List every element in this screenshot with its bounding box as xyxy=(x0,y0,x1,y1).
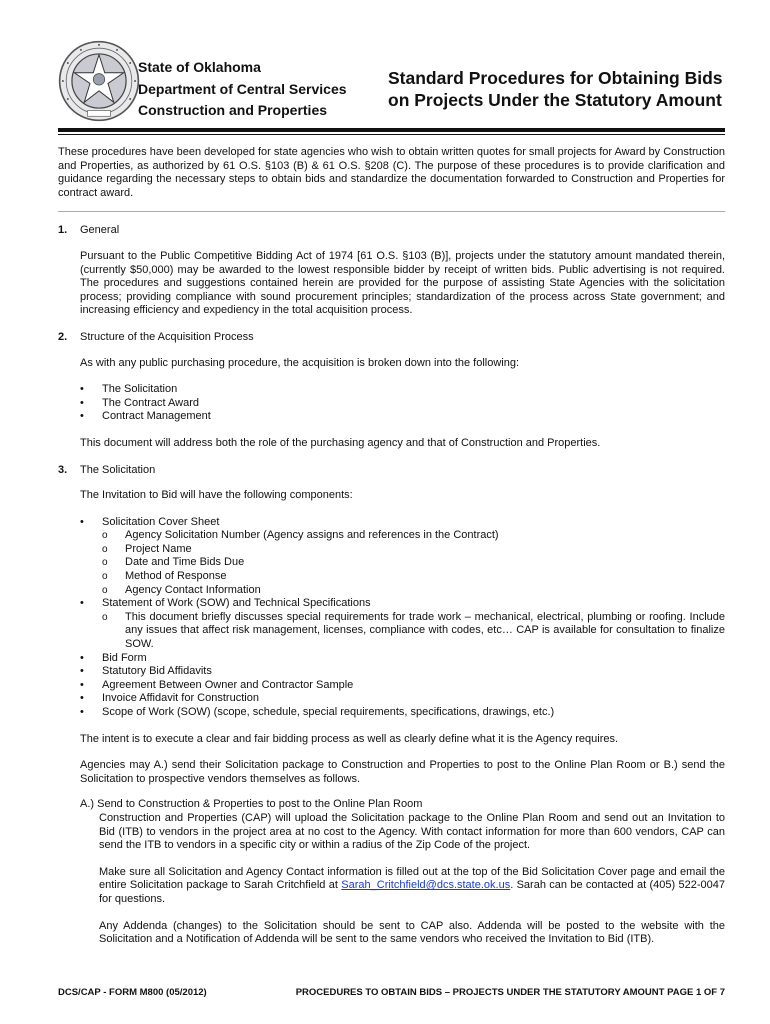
section-2-paragraph-1: As with any public purchasing procedure, the acquisition is broken down into the following: xyxy=(80,356,520,369)
list-item: • Scope of Work (SOW) (scope, schedule, special requirements, specifications, drawings, etc.) xyxy=(80,706,725,720)
intro-paragraph: These procedures have been developed for state agencies who wish to obtain written quotes for small projects for Award by Construction and Properties, as authorized by 61 O.S. §103 (B) & 61 O.S. §208 (C). The purpose of these procedures is to provide clarification and guidance regarding the necessary steps to obtain bids and standardize the documentation forwarded to Construction and Properties for contract award. xyxy=(58,146,725,199)
list-item: • Agreement Between Owner and Contractor Sample xyxy=(80,679,725,693)
section-number: 3. xyxy=(58,463,68,476)
list-item: • The Solicitation xyxy=(80,383,725,397)
option-a-paragraph-2 xyxy=(99,866,725,907)
form-number: DCS/CAP - FORM M800 (05/2012) xyxy=(58,987,207,998)
cover-sheet-sublist xyxy=(102,529,725,597)
section-1-heading xyxy=(58,224,725,238)
list-item xyxy=(80,516,725,598)
document-title-line-1: Standard Procedures for Obtaining Bids xyxy=(388,68,723,88)
section-3-paragraph-1: The Invitation to Bid will have the following components: xyxy=(80,489,353,502)
sow-sublist xyxy=(102,611,725,652)
option-a-paragraph-1: Construction and Properties (CAP) will upload the Solicitation package to the Online Plan Room and send out an Invitation to Bid (ITB) to vendors in the project area at no cost to the Agency. With contact information for more than 600 vendors, CAP can send the ITB to vendors in a specific city or within a radius of the Zip Code of the project. xyxy=(99,811,725,852)
list-item: o Method of Response xyxy=(102,570,725,584)
document-title-line-2: on Projects Under the Statutory Amount xyxy=(388,90,722,110)
agency-line-department: Department of Central Services xyxy=(138,80,347,97)
document-title xyxy=(388,67,723,111)
section-3-paragraph-2: The intent is to execute a clear and fair bidding process as well as clearly define what it is the Agency requires. xyxy=(80,732,619,745)
agency-name-block xyxy=(138,57,347,122)
section-divider xyxy=(58,211,725,212)
section-3-paragraph-3: Agencies may A.) send their Solicitation package to Construction and Properties to post to the Online Plan Room or B.) send the Solicitation to prospective vendors themselves as follows. xyxy=(80,759,725,785)
agency-line-state: State of Oklahoma xyxy=(138,59,261,75)
list-item: o This document briefly discusses special requirements for trade work – mechanical, electrical, plumbing or roofing. Include any issues that affect risk management, licenses, compliance with codes, etc… CAP is available for consultation to finalize SOW. xyxy=(102,611,725,652)
cover-sheet-label: Solicitation Cover Sheet xyxy=(102,515,220,528)
section-1-paragraph: Pursuant to the Public Competitive Bidding Act of 1974 [61 O.S. §103 (B)], projects under the statutory amount mandated therein, (currently $50,000) may be awarded to the lowest responsible bidder by receipt of written bids. Public advertising is not required. The procedures and suggestions contained herein are provided for the purpose of assisting State Agencies with the solicitation process; providing compliance with sound procurement principles; standardization of the process across State government; and increasing efficiency and expediency in the total acquisition process. xyxy=(80,249,725,317)
list-item: o Date and Time Bids Due xyxy=(102,556,725,570)
section-2-heading xyxy=(58,331,725,345)
list-item xyxy=(80,597,725,651)
email-instruction-text: Make sure all Solicitation and Agency Contact information is filled out at the top of the Bid Solicitation Cover page and email the entire Solicitation package to Sarah Critchfield at xyxy=(99,865,725,892)
sow-label: Statement of Work (SOW) and Technical Specifications xyxy=(102,597,371,610)
contact-email-link[interactable]: Sarah_Critchfield@dcs.state.ok.us xyxy=(341,879,511,892)
section-number: 1. xyxy=(58,224,68,237)
list-item: • Statutory Bid Affidavits xyxy=(80,665,725,679)
section-3-heading xyxy=(58,464,725,478)
section-2-paragraph-2: This document will address both the role of the purchasing agency and that of Construction and Properties. xyxy=(80,436,601,449)
itb-component-list xyxy=(80,516,725,720)
option-a-paragraph-3: Any Addenda (changes) to the Solicitation should be sent to CAP also. Addenda will be posted to the website with the Solicitation and a Notification of Addenda will be sent to the same vendors who received the Invitation to Bid (ITB). xyxy=(99,919,725,946)
list-item: • Bid Form xyxy=(80,652,725,666)
footer-page-info: PROCEDURES TO OBTAIN BIDS – PROJECTS UNDER THE STATUTORY AMOUNT PAGE 1 OF 7 xyxy=(295,987,725,998)
list-item: o Agency Solicitation Number (Agency assigns and references in the Contract) xyxy=(102,529,725,543)
option-a-block xyxy=(80,798,725,946)
great-seal-of-oklahoma-icon xyxy=(58,40,140,122)
list-item: • Invoice Affidavit for Construction xyxy=(80,692,725,706)
acquisition-phase-list xyxy=(80,383,725,424)
list-item: • Contract Management xyxy=(80,410,725,424)
list-item: o Project Name xyxy=(102,543,725,557)
header-rule-thin xyxy=(58,134,725,135)
contact-phone-text: . Sarah can be contacted at (405) 522-0047 for questions. xyxy=(99,879,725,905)
list-item: • The Contract Award xyxy=(80,397,725,411)
agency-line-division: Construction and Properties xyxy=(138,102,328,118)
header-rule-thick xyxy=(58,128,725,132)
section-number: 2. xyxy=(58,330,68,343)
section-title: Structure of the Acquisition Process xyxy=(80,330,254,343)
section-title: The Solicitation xyxy=(80,463,156,476)
document-body xyxy=(58,146,725,947)
section-title: General xyxy=(80,224,120,237)
option-a-heading: A.) Send to Construction & Properties to post to the Online Plan Room xyxy=(80,798,423,811)
list-item: o Agency Contact Information xyxy=(102,584,725,598)
